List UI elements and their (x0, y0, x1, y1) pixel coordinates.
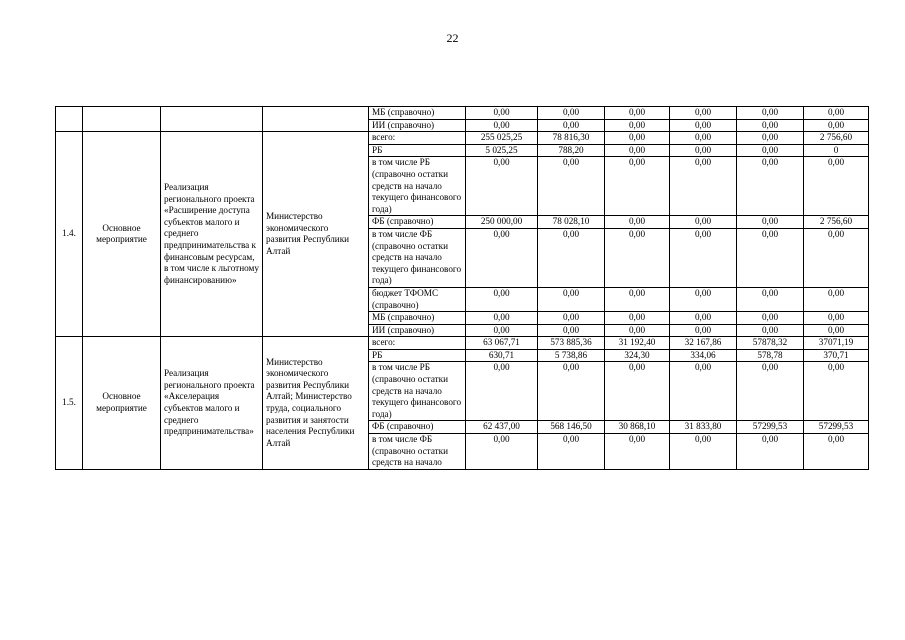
value-cell: 0,00 (670, 287, 737, 311)
budget-table (55, 106, 869, 470)
funding-source: всего: (369, 337, 466, 350)
funding-source: МБ (справочно) (369, 107, 466, 120)
value-cell: 630,71 (466, 349, 538, 362)
value-cell: 0,00 (670, 132, 737, 145)
value-cell: 0 (804, 144, 869, 157)
value-cell: 0,00 (466, 434, 538, 470)
value-cell: 0,00 (538, 312, 605, 325)
value-cell: 568 146,50 (538, 421, 605, 434)
value-cell: 0,00 (538, 119, 605, 132)
value-cell: 0,00 (670, 312, 737, 325)
value-cell: 57299,53 (804, 421, 869, 434)
value-cell: 324,30 (605, 349, 670, 362)
value-cell: 0,00 (737, 287, 804, 311)
value-cell: 0,00 (804, 362, 869, 421)
value-cell: 0,00 (538, 434, 605, 470)
value-cell: 0,00 (605, 107, 670, 120)
value-cell: 37071,19 (804, 337, 869, 350)
value-cell: 0,00 (737, 434, 804, 470)
value-cell: 2 756,60 (804, 216, 869, 229)
value-cell: 0,00 (804, 434, 869, 470)
value-cell: 0,00 (804, 312, 869, 325)
funding-source: в том числе РБ (справочно остатки средств на начало текущего финансового года) (369, 362, 466, 421)
table-row (56, 337, 869, 350)
value-cell: 0,00 (466, 228, 538, 287)
funding-source: в том числе ФБ (справочно остатки средств на начало (369, 434, 466, 470)
value-cell: 0,00 (804, 324, 869, 337)
value-cell: 5 738,86 (538, 349, 605, 362)
value-cell: 0,00 (538, 324, 605, 337)
section-number: 1.5. (56, 337, 83, 470)
funding-source: всего: (369, 132, 466, 145)
value-cell: 0,00 (466, 107, 538, 120)
value-cell: 57878,32 (737, 337, 804, 350)
value-cell: 63 067,71 (466, 337, 538, 350)
funding-source: РБ (369, 144, 466, 157)
value-cell: 0,00 (605, 287, 670, 311)
value-cell: 0,00 (605, 132, 670, 145)
activity-name: Реализация регионального проекта «Акселерация субъектов малого и среднего предпринимательства» (161, 337, 263, 470)
value-cell: 370,71 (804, 349, 869, 362)
value-cell: 0,00 (670, 216, 737, 229)
table-row (56, 132, 869, 145)
value-cell: 32 167,86 (670, 337, 737, 350)
activity-type: Основное мероприятие (83, 132, 161, 337)
value-cell: 0,00 (605, 216, 670, 229)
value-cell: 0,00 (605, 324, 670, 337)
value-cell: 0,00 (605, 434, 670, 470)
value-cell: 0,00 (737, 324, 804, 337)
value-cell: 0,00 (466, 312, 538, 325)
value-cell: 0,00 (737, 132, 804, 145)
value-cell: 31 833,80 (670, 421, 737, 434)
executor: Министерство экономического развития Республики Алтай (263, 132, 369, 337)
value-cell: 0,00 (737, 144, 804, 157)
value-cell: 573 885,36 (538, 337, 605, 350)
value-cell: 0,00 (466, 287, 538, 311)
value-cell: 0,00 (737, 157, 804, 216)
value-cell: 0,00 (466, 157, 538, 216)
value-cell: 78 816,30 (538, 132, 605, 145)
value-cell: 5 025,25 (466, 144, 538, 157)
funding-source: ИИ (справочно) (369, 119, 466, 132)
value-cell: 0,00 (737, 362, 804, 421)
page-number: 22 (446, 31, 459, 45)
value-cell: 0,00 (737, 228, 804, 287)
value-cell: 578,78 (737, 349, 804, 362)
value-cell: 0,00 (804, 228, 869, 287)
value-cell: 0,00 (466, 362, 538, 421)
funding-source: МБ (справочно) (369, 312, 466, 325)
value-cell: 0,00 (605, 144, 670, 157)
funding-source: ФБ (справочно) (369, 421, 466, 434)
value-cell: 0,00 (605, 119, 670, 132)
value-cell: 62 437,00 (466, 421, 538, 434)
value-cell: 0,00 (538, 362, 605, 421)
funding-source: ФБ (справочно) (369, 216, 466, 229)
value-cell: 0,00 (737, 312, 804, 325)
funding-source: РБ (369, 349, 466, 362)
value-cell: 0,00 (670, 119, 737, 132)
value-cell: 0,00 (538, 287, 605, 311)
value-cell: 0,00 (605, 228, 670, 287)
value-cell: 255 025,25 (466, 132, 538, 145)
funding-source: в том числе ФБ (справочно остатки средств на начало текущего финансового года) (369, 228, 466, 287)
value-cell: 57299,53 (737, 421, 804, 434)
value-cell: 0,00 (605, 312, 670, 325)
value-cell: 0,00 (605, 157, 670, 216)
activity-type: Основное мероприятие (83, 337, 161, 470)
value-cell: 0,00 (670, 228, 737, 287)
value-cell: 788,20 (538, 144, 605, 157)
value-cell: 0,00 (538, 157, 605, 216)
value-cell: 0,00 (804, 119, 869, 132)
value-cell: 78 028,10 (538, 216, 605, 229)
value-cell: 30 868,10 (605, 421, 670, 434)
value-cell: 0,00 (670, 107, 737, 120)
value-cell: 0,00 (804, 157, 869, 216)
value-cell: 0,00 (737, 107, 804, 120)
value-cell: 0,00 (804, 107, 869, 120)
value-cell: 0,00 (466, 119, 538, 132)
value-cell: 0,00 (538, 228, 605, 287)
value-cell: 0,00 (670, 144, 737, 157)
executor: Министерство экономического развития Республики Алтай; Министерство труда, социального развития и занятости населения Республики Алтай (263, 337, 369, 470)
value-cell: 0,00 (538, 107, 605, 120)
value-cell: 250 000,00 (466, 216, 538, 229)
value-cell: 334,06 (670, 349, 737, 362)
value-cell: 0,00 (670, 434, 737, 470)
value-cell: 2 756,60 (804, 132, 869, 145)
funding-source: бюджет ТФОМС (справочно) (369, 287, 466, 311)
section-number: 1.4. (56, 132, 83, 337)
activity-name: Реализация регионального проекта «Расширение доступа субъектов малого и среднего предпринимательства к финансовым ресурсам, в том числе к льготному финансированию» (161, 132, 263, 337)
value-cell: 0,00 (466, 324, 538, 337)
value-cell: 0,00 (670, 362, 737, 421)
value-cell: 0,00 (737, 119, 804, 132)
value-cell: 0,00 (605, 362, 670, 421)
funding-source: в том числе РБ (справочно остатки средств на начало текущего финансового года) (369, 157, 466, 216)
value-cell: 0,00 (670, 157, 737, 216)
value-cell: 31 192,40 (605, 337, 670, 350)
table-row (56, 107, 869, 120)
value-cell: 0,00 (670, 324, 737, 337)
value-cell: 0,00 (804, 287, 869, 311)
funding-source: ИИ (справочно) (369, 324, 466, 337)
value-cell: 0,00 (737, 216, 804, 229)
